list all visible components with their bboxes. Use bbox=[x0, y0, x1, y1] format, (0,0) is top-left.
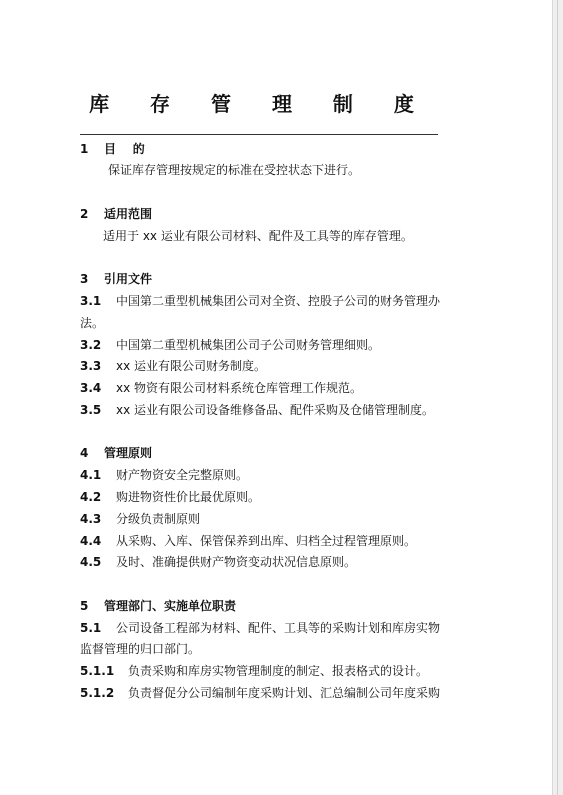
item-number: 3.4 bbox=[80, 381, 102, 395]
item-text: 中国第二重型机械集团公司对全资、控股子公司的财务管理办 bbox=[116, 294, 441, 308]
item-text: xx 运业有限公司设备维修备品、配件采购及仓储管理制度。 bbox=[116, 403, 435, 417]
item-text: 中国第二重型机械集团公司子公司财务管理细则。 bbox=[116, 338, 381, 352]
item-number: 4.3 bbox=[80, 512, 102, 526]
scrollbar-divider bbox=[557, 0, 558, 795]
list-item bbox=[80, 293, 440, 309]
list-item bbox=[80, 337, 380, 353]
section-5-number: 5 bbox=[80, 599, 89, 613]
item-text: 公司设备工程部为材料、配件、工具等的采购计划和库房实物 bbox=[116, 621, 441, 635]
title-rule bbox=[80, 134, 438, 135]
section-5-title: 管理部门、实施单位职责 bbox=[104, 599, 237, 613]
item-text: 分级负责制原则 bbox=[116, 512, 201, 526]
section-1-number: 1 bbox=[80, 142, 89, 156]
list-item-continuation: 监督管理的归口部门。 bbox=[80, 642, 201, 656]
item-number: 4.5 bbox=[80, 555, 102, 569]
item-text: 负责采购和库房实物管理制度的制定、报表格式的设计。 bbox=[128, 664, 429, 678]
list-item bbox=[80, 685, 440, 701]
list-item bbox=[80, 663, 428, 679]
item-number: 4.1 bbox=[80, 468, 102, 482]
section-4-title: 管理原则 bbox=[104, 446, 153, 460]
item-text: 及时、准确提供财产物资变动状况信息原则。 bbox=[116, 555, 357, 569]
section-2-title: 适用范围 bbox=[104, 207, 153, 221]
list-item bbox=[80, 489, 260, 505]
item-text: 从采购、入库、保管保养到出库、归档全过程管理原则。 bbox=[116, 534, 417, 548]
item-number: 3.1 bbox=[80, 294, 102, 308]
item-number: 5.1.1 bbox=[80, 664, 115, 678]
item-text: xx 物资有限公司材料系统仓库管理工作规范。 bbox=[116, 381, 363, 395]
item-number: 5.1 bbox=[80, 621, 102, 635]
section-1-heading bbox=[80, 141, 145, 157]
section-2-number: 2 bbox=[80, 207, 89, 221]
item-number: 3.2 bbox=[80, 338, 102, 352]
section-5-heading bbox=[80, 598, 236, 614]
section-2-body: 适用于 xx 运业有限公司材料、配件及工具等的库存管理。 bbox=[103, 229, 413, 243]
section-1-title: 目 的 bbox=[104, 142, 145, 156]
list-item bbox=[80, 358, 266, 374]
section-2-heading bbox=[80, 206, 152, 222]
item-text: xx 运业有限公司财务制度。 bbox=[116, 359, 267, 373]
list-item bbox=[80, 620, 440, 636]
list-item bbox=[80, 380, 362, 396]
document-title: 库 存 管 理 制 度 bbox=[89, 92, 431, 116]
section-4-heading bbox=[80, 445, 152, 461]
section-4-number: 4 bbox=[80, 446, 89, 460]
section-3-heading bbox=[80, 271, 152, 287]
list-item bbox=[80, 511, 200, 527]
item-number: 3.5 bbox=[80, 403, 102, 417]
item-text: 负责督促分公司编制年度采购计划、汇总编制公司年度采购 bbox=[128, 686, 441, 700]
section-3-title: 引用文件 bbox=[104, 272, 153, 286]
document-scrollbar-edge[interactable] bbox=[552, 0, 563, 795]
item-text: 购进物资性价比最优原则。 bbox=[116, 490, 261, 504]
item-text: 财产物资安全完整原则。 bbox=[116, 468, 249, 482]
section-1-body: 保证库存管理按规定的标准在受控状态下进行。 bbox=[108, 163, 361, 177]
list-item bbox=[80, 533, 416, 549]
list-item bbox=[80, 402, 434, 418]
item-number: 5.1.2 bbox=[80, 686, 115, 700]
list-item bbox=[80, 554, 356, 570]
list-item-continuation: 法。 bbox=[80, 316, 105, 330]
item-number: 3.3 bbox=[80, 359, 102, 373]
section-3-number: 3 bbox=[80, 272, 89, 286]
item-number: 4.2 bbox=[80, 490, 102, 504]
item-number: 4.4 bbox=[80, 534, 102, 548]
list-item bbox=[80, 467, 248, 483]
